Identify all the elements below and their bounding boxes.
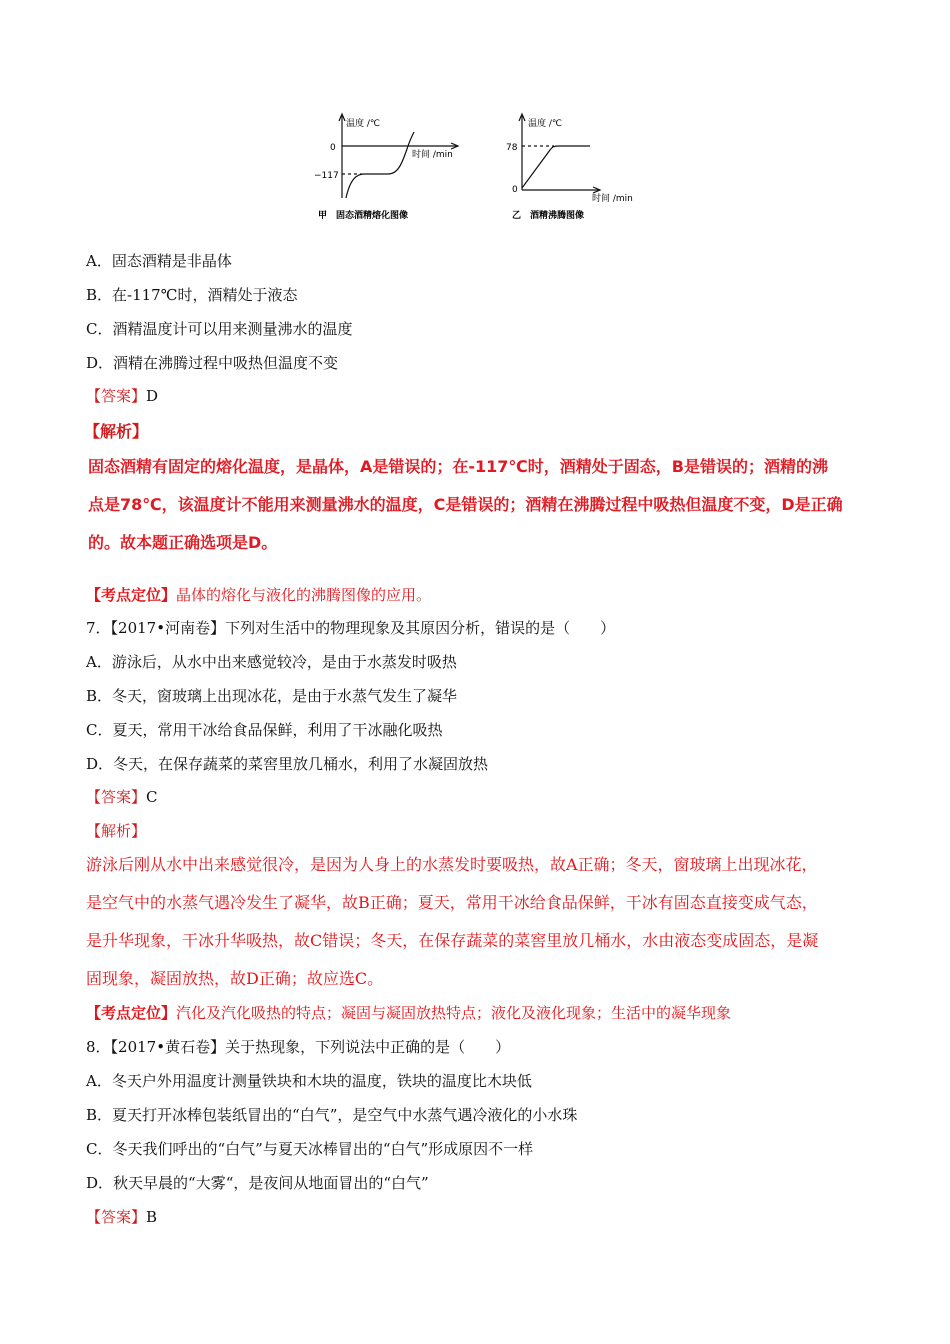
q7-analysis-line-1: 游泳后刚从水中出来感觉很冷，是因为人身上的水蒸发时要吸热，故A正确；冬天，窗玻璃上出现冰花， [86,855,818,874]
q7-analysis [86,846,876,998]
boiling-tick-0: 0 [512,185,518,195]
q6-kaodian-text: 晶体的熔化与液化的沸腾图像的应用。 [176,586,432,604]
q7-source: 【2017•河南卷】 [110,619,226,637]
q8-option-b: B．夏天打开冰棒包装纸冒出的“白气”，是空气中水蒸气遇冷液化的小水珠 [86,1106,578,1124]
melting-tick-0: 0 [330,143,336,153]
melting-tick-117: −117 [314,171,339,181]
q7-question: 下列对生活中的物理现象及其原因分析，错误的是（ ） [225,619,616,637]
q7-analysis-line-3: 是升华现象，干冰升华吸热，故C错误；冬天，在保存蔬菜的菜窖里放几桶水，水由液态变成固态，是凝 [86,931,819,950]
q7-kaodian [86,1002,731,1024]
melting-ylabel: 温度 /℃ [346,119,381,129]
q7-answer [86,786,158,808]
boiling-tick-78: 78 [506,143,518,153]
q7-analysis-tag: 【解析】 [86,822,147,840]
q8-number: 8． [86,1038,111,1056]
q7-kaodian-text: 汽化及汽化吸热的特点；凝固与凝固放热特点；液化及液化现象；生活中的凝华现象 [176,1004,732,1022]
boiling-caption: 乙 酒精沸腾图像 [512,211,585,221]
q7-option-b: B．冬天，窗玻璃上出现冰花，是由于水蒸气发生了凝华 [86,687,458,705]
q6-option-b: B．在-117℃时，酒精处于液态 [86,286,298,304]
q8-stem [86,1036,510,1058]
graphs [300,108,660,228]
melting-xlabel: 时间 /min [412,150,453,160]
q6-option-a: A．固态酒精是非晶体 [86,252,232,270]
boiling-curve [522,146,590,188]
q7-option-c: C．夏天，常用干冰给食品保鲜，利用了干冰融化吸热 [86,721,443,739]
melting-curve [346,132,414,198]
q6-analysis [88,448,878,562]
q8-option-d: D．秋天早晨的“大雾“，是夜间从地面冒出的“白气” [86,1174,429,1192]
q7-kaodian-tag: 【考点定位】 [86,1004,177,1022]
boiling-ylabel: 温度 /℃ [528,119,563,129]
q6-answer [86,385,158,407]
q8-answer-tag: 【答案】 [86,1208,147,1226]
q6-analysis-line-1: 固态酒精有固定的熔化温度，是晶体，A是错误的；在-117℃时，酒精处于固态，B是错误的；酒精的沸 [88,457,828,476]
q6-analysis-line-2: 点是78℃，该温度计不能用来测量沸水的温度，C是错误的；酒精在沸腾过程中吸热但温度不变，D是正确 [88,495,843,514]
q6-analysis-line-3: 的。故本题正确选项是D。 [88,533,278,552]
q6-option-d: D．酒精在沸腾过程中吸热但温度不变 [86,354,339,372]
boiling-xlabel: 时间 /min [592,194,633,204]
q7-stem [86,617,615,639]
q8-source: 【2017•黄石卷】 [110,1038,226,1056]
q7-option-a: A．游泳后，从水中出来感觉较冷，是由于水蒸发时吸热 [86,653,457,671]
q6-option-c: C．酒精温度计可以用来测量沸水的温度 [86,320,353,338]
q8-question: 关于热现象，下列说法中正确的是（ ） [225,1038,511,1056]
q8-answer-value: B [146,1208,158,1226]
q6-answer-value: D [146,387,159,405]
q7-answer-tag: 【答案】 [86,788,147,806]
melting-caption: 甲 固态酒精熔化图像 [318,211,409,221]
q8-answer [86,1206,157,1228]
q6-kaodian-tag: 【考点定位】 [86,586,177,604]
q6-kaodian [86,584,431,606]
q7-answer-value: C [146,788,158,806]
q8-option-c: C．冬天我们呼出的“白气”与夏天冰棒冒出的“白气”形成原因不一样 [86,1140,534,1158]
q6-analysis-tag: 【解析】 [84,422,149,441]
q6-answer-tag: 【答案】 [86,387,147,405]
q7-analysis-line-2: 是空气中的水蒸气遇冷发生了凝华，故B正确；夏天，常用干冰给食品保鲜，干冰有固态直接变成气态， [86,893,818,912]
q7-number: 7． [86,619,111,637]
figure-area [300,108,660,228]
q7-option-d: D．冬天，在保存蔬菜的菜窖里放几桶水，利用了水凝固放热 [86,755,489,773]
q8-option-a: A．冬天户外用温度计测量铁块和木块的温度，铁块的温度比木块低 [86,1072,532,1090]
q7-analysis-line-4: 固现象，凝固放热，故D正确；故应选C。 [86,969,384,988]
